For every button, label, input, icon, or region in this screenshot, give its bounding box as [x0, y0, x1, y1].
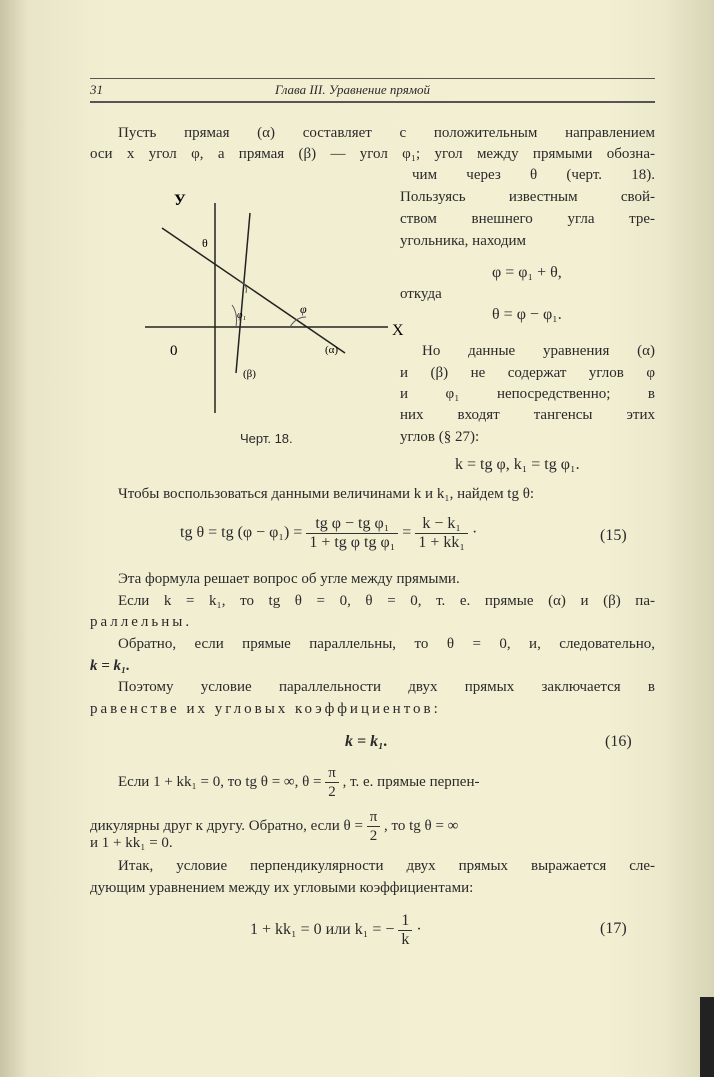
text: Если 1 + kk₁ = 0, то tg θ = ∞, θ =: [118, 773, 322, 790]
denominator: 1 + kk₁: [418, 534, 465, 551]
para3-line: раллельны.: [90, 614, 193, 630]
label-phi1: φ₁: [237, 310, 247, 321]
equation-15: [180, 515, 477, 552]
scan-edge-shadow: [700, 997, 714, 1077]
pi-over-2: [325, 764, 339, 801]
chapter-title: Глава III. Уравнение прямой: [275, 82, 431, 97]
figure-18-diagram: [140, 185, 410, 425]
figure-caption: Черт. 18.: [240, 431, 293, 446]
eq17-fraction: [398, 912, 412, 949]
para3-line: равенстве их угловых коэффициентов:: [90, 701, 441, 717]
right-line: Пользуясь известным свой-: [400, 189, 655, 205]
para3-line: Эта формула решает вопрос об угле между прямыми.: [118, 571, 460, 587]
denominator: 2: [369, 828, 378, 844]
right-line: и φ₁ непосредственно; в: [400, 386, 655, 402]
word-whence: откуда: [400, 286, 442, 302]
denominator: 1 + tg φ tg φ₁: [309, 534, 396, 551]
right-line: ством внешнего угла тре-: [400, 211, 655, 227]
page-number: 31: [90, 82, 103, 97]
header-rule-top: [90, 78, 655, 79]
para5-line: Итак, условие перпендикулярности двух прямых выражается сле-: [118, 858, 655, 874]
equation-c: k = tg φ, k₁ = tg φ₁.: [455, 456, 580, 473]
para2: Чтобы воспользоваться данными величинами k и k₁, найдем tg θ:: [118, 486, 535, 502]
equation-b: θ = φ − φ₁.: [492, 306, 562, 323]
right-line: них входят тангенсы этих: [400, 407, 655, 423]
right-line: и (β) не содержат углов φ: [400, 365, 655, 381]
text: дикулярны друг к другу. Обратно, если θ =: [90, 817, 363, 834]
equation-number-17: (17): [600, 920, 627, 937]
para3-line: Поэтому условие параллельности двух прямых заключается в: [118, 679, 655, 695]
denominator: k: [401, 931, 410, 948]
label-x: X: [392, 322, 404, 339]
right-line: углов (§ 27):: [400, 429, 480, 445]
eq15-fraction2: [415, 515, 468, 552]
numerator: π: [325, 764, 339, 783]
equation-number-15: (15): [600, 527, 627, 544]
dot: ·: [471, 524, 478, 542]
text: , то tg θ = ∞: [384, 817, 459, 834]
numerator: k − k₁: [415, 515, 468, 534]
para4-line3: и 1 + kk₁ = 0.: [90, 835, 173, 851]
right-line: угольника, находим: [400, 233, 527, 249]
eq15-lhs: tg θ = tg (φ − φ₁) =: [180, 524, 303, 542]
header-rule-bottom: [90, 101, 655, 103]
line-alpha: [162, 228, 345, 353]
denominator: 2: [328, 784, 336, 800]
para1-line2: оси x угол φ, а прямая (β) — угол φ₁; угол между прямыми обозна-: [90, 146, 655, 162]
equation-17: [250, 912, 422, 949]
label-phi: φ: [300, 302, 307, 316]
label-origin: 0: [170, 343, 178, 359]
numerator: π: [367, 808, 381, 827]
label-alpha: (α): [325, 344, 339, 356]
eq17-lhs: 1 + kk₁ = 0 или k₁ = −: [250, 921, 395, 939]
para3-line: k = k₁.: [90, 658, 131, 674]
pi-over-2: [367, 808, 381, 845]
para1-line1: Пусть прямая (α) составляет с положительным направлением: [118, 125, 655, 141]
label-y: У: [174, 192, 186, 209]
line-beta: [236, 213, 250, 373]
equation-16: k = k₁.: [345, 733, 388, 750]
dot: ·: [416, 921, 422, 939]
para5-line: дующим уравнением между их угловыми коэффициентами:: [90, 880, 474, 896]
equation-number-16: (16): [605, 733, 632, 750]
angle-arc-phi1: [232, 305, 237, 327]
para4-line1: [118, 764, 479, 801]
numerator: 1: [398, 912, 412, 931]
para3-line: Обратно, если прямые параллельны, то θ = 0, и, следовательно,: [118, 636, 655, 652]
numerator: tg φ − tg φ₁: [306, 515, 398, 534]
label-theta: θ: [202, 236, 208, 250]
eq15-fraction1: [306, 515, 398, 552]
running-header: [90, 82, 655, 98]
right-line: чим через θ (черт. 18).: [412, 167, 655, 183]
equals: =: [402, 524, 412, 542]
right-line: Но данные уравнения (α): [422, 343, 655, 359]
text: , т. е. прямые перпен-: [342, 773, 480, 790]
para3-line: Если k = k₁, то tg θ = 0, θ = 0, т. е. прямые (α) и (β) па-: [118, 593, 655, 609]
label-beta: (β): [243, 368, 256, 380]
equation-a: φ = φ₁ + θ,: [492, 264, 562, 281]
